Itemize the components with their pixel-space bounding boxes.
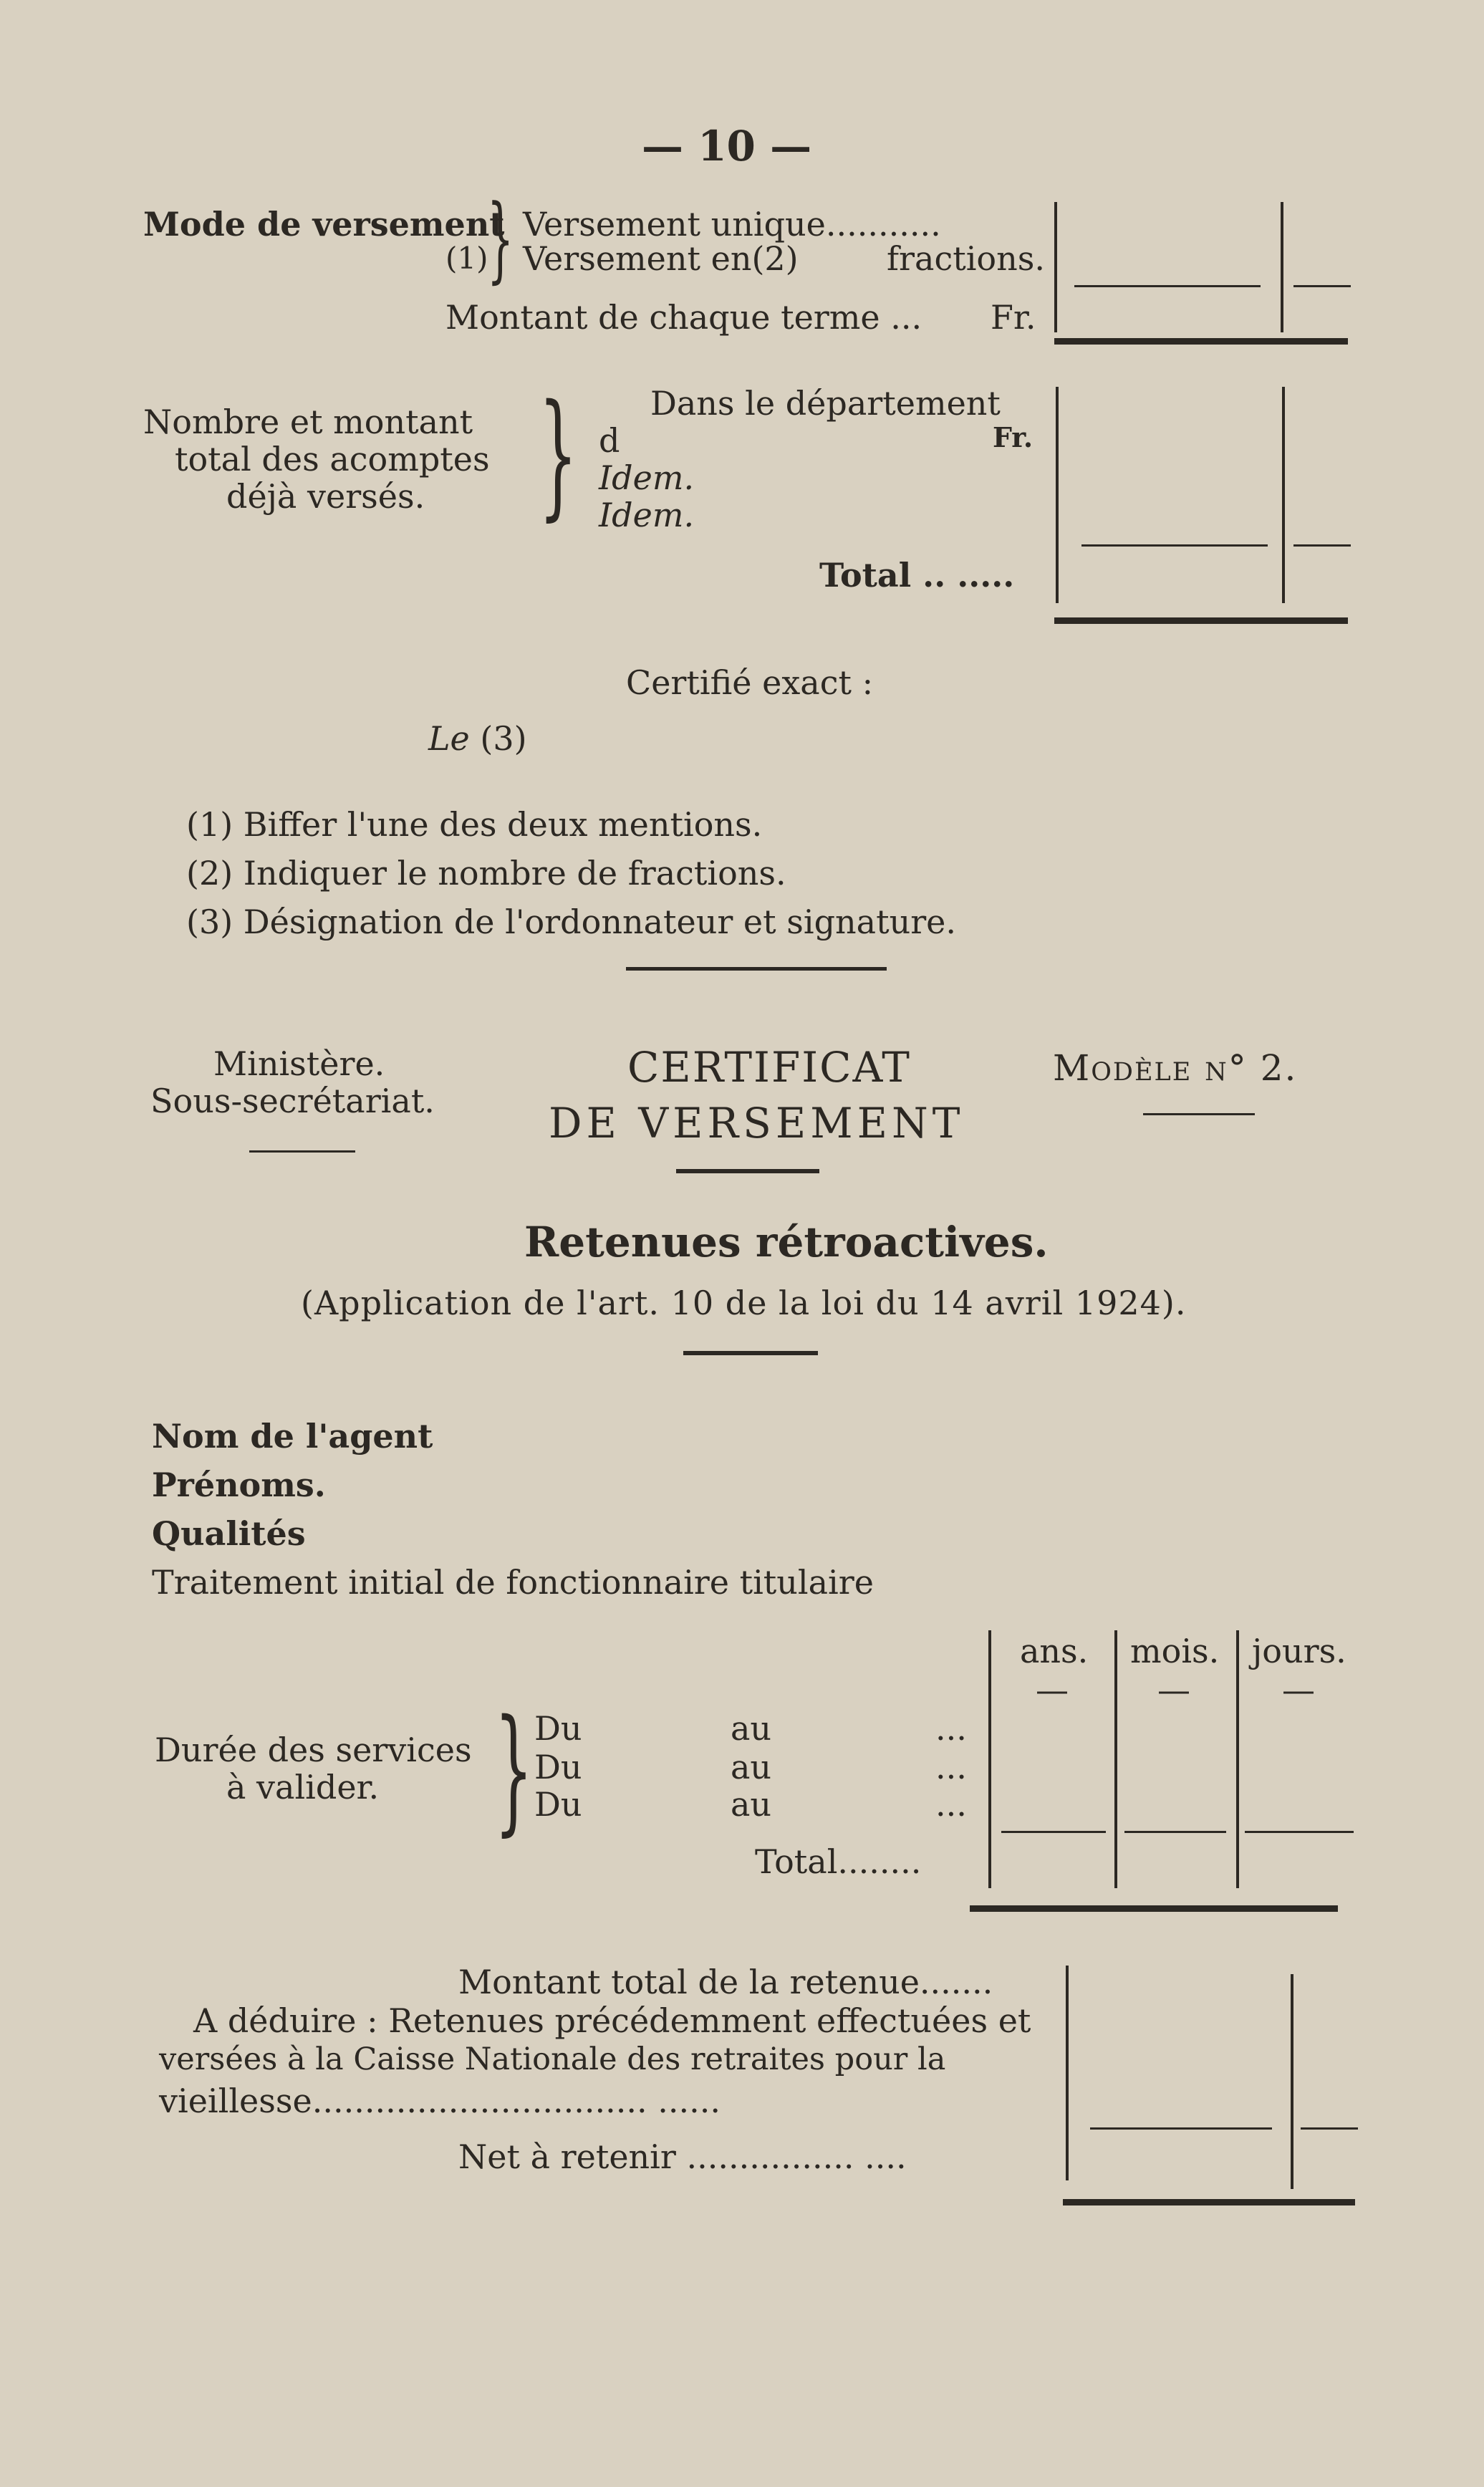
au-3: au	[731, 1785, 772, 1824]
option-unique: Versement unique...........	[523, 205, 941, 244]
acomptes-row-1: Dans le département	[650, 384, 1001, 423]
footnotes-rule	[626, 967, 887, 971]
mv-sum-line-fr	[1074, 285, 1261, 287]
au-1: au	[731, 1709, 772, 1748]
duree-brace: }	[494, 1690, 534, 1849]
du-1: Du	[534, 1709, 582, 1748]
ac-bottom-rule	[1054, 617, 1348, 624]
col-jours: jours.	[1252, 1632, 1346, 1670]
ac-sum-line-c	[1293, 544, 1351, 547]
du-col-3	[1236, 1630, 1239, 1888]
montant-terme-label: Montant de chaque terme ...	[445, 298, 922, 337]
ac-sum-line-fr	[1081, 544, 1268, 547]
title-line-2: DE VERSEMENT	[549, 1099, 965, 1148]
col-jours-dash: —	[1282, 1670, 1315, 1709]
du-3: Du	[534, 1785, 582, 1824]
mode-versement-label: Mode de versement	[143, 205, 505, 244]
acomptes-row-3: Idem.	[599, 458, 695, 497]
col-mois: mois.	[1130, 1632, 1220, 1670]
mv-bottom-rule	[1054, 338, 1348, 345]
col-ans-dash: —	[1036, 1670, 1069, 1709]
title-line-1: CERTIFICAT	[627, 1043, 911, 1092]
du-sum-mois	[1124, 1831, 1226, 1833]
du-sum-jours	[1245, 1831, 1354, 1833]
ac-col-left	[1056, 387, 1059, 603]
footnote-2: (2) Indiquer le nombre de fractions.	[186, 854, 786, 893]
dots-1: ...	[935, 1709, 967, 1748]
dots-2: ...	[935, 1748, 967, 1786]
application-rule	[683, 1351, 818, 1355]
du-2: Du	[534, 1748, 582, 1786]
dots-3: ...	[935, 1785, 967, 1824]
agent-traitement: Traitement initial de fonctionnaire titulaire	[152, 1563, 874, 1602]
acomptes-brace: }	[539, 375, 578, 534]
certifie-exact: Certifié exact :	[626, 663, 874, 702]
mt-sum-c	[1301, 2127, 1358, 2130]
mt-bottom-rule	[1063, 2199, 1355, 2205]
footnote-3: (3) Désignation de l'ordonnateur et signature.	[186, 903, 957, 941]
agent-prenoms: Prénoms.	[152, 1466, 326, 1504]
mv-sum-line-c	[1293, 285, 1351, 287]
du-col-2	[1114, 1630, 1117, 1888]
duree-label-2: à valider.	[226, 1768, 380, 1807]
sous-secretariat: Sous-secrétariat.	[150, 1082, 435, 1120]
agent-qualites: Qualités	[152, 1514, 306, 1553]
duree-label-1: Durée des services	[155, 1731, 472, 1769]
du-bottom-rule	[970, 1905, 1338, 1912]
title-rule	[676, 1169, 819, 1173]
mt-col-mid	[1291, 1974, 1293, 2189]
montant-total-retenue: Montant total de la retenue.......	[458, 1963, 993, 2001]
mt-col-left	[1066, 1966, 1069, 2180]
retenues-title: Retenues rétroactives.	[524, 1218, 1049, 1266]
a-deduire-1: A déduire : Retenues précédemment effectuées et	[193, 2001, 1031, 2040]
montant-terme-unit: Fr.	[991, 298, 1036, 337]
ac-col-mid	[1282, 387, 1285, 603]
acomptes-row-4: Idem.	[599, 496, 695, 534]
footnote-1: (1) Biffer l'une des deux mentions.	[186, 805, 763, 844]
option-fractions: Versement en(2)	[523, 239, 799, 278]
mode-versement-brace: }	[487, 184, 514, 293]
modele-rule	[1143, 1113, 1255, 1115]
modele: Modèle n° 2.	[1053, 1047, 1298, 1089]
acomptes-row-2-unit: Fr.	[993, 421, 1034, 453]
net-a-retenir: Net à retenir ................ ....	[458, 2137, 907, 2176]
acomptes-row-2: d	[599, 421, 620, 460]
ministere: Ministère.	[213, 1044, 385, 1083]
application: (Application de l'art. 10 de la loi du 14 avril 1924).	[301, 1284, 1187, 1322]
col-ans: ans.	[1020, 1632, 1089, 1670]
mode-versement-note: (1)	[445, 241, 488, 276]
ministere-rule	[249, 1150, 355, 1153]
acomptes-label-3: déjà versés.	[226, 477, 425, 516]
du-col-1	[988, 1630, 991, 1888]
acomptes-label-1: Nombre et montant	[143, 403, 473, 441]
mt-sum-fr	[1090, 2127, 1272, 2130]
acomptes-label-2: total des acomptes	[175, 440, 490, 478]
agent-nom: Nom de l'agent	[152, 1417, 433, 1456]
du-sum-ans	[1001, 1831, 1106, 1833]
option-fractions-suffix: fractions.	[887, 239, 1045, 278]
mv-col-left	[1054, 202, 1057, 332]
le-label: Le (3)	[428, 719, 527, 758]
duree-total: Total........	[755, 1842, 922, 1881]
au-2: au	[731, 1748, 772, 1786]
mv-col-mid	[1281, 202, 1283, 332]
a-deduire-3: vieillesse................................ ......	[159, 2082, 721, 2120]
a-deduire-2: versées à la Caisse Nationale des retraites pour la	[159, 2041, 946, 2077]
acomptes-total: Total .. .....	[819, 556, 1015, 595]
col-mois-dash: —	[1157, 1670, 1190, 1709]
page-number: — 10 —	[642, 122, 812, 170]
